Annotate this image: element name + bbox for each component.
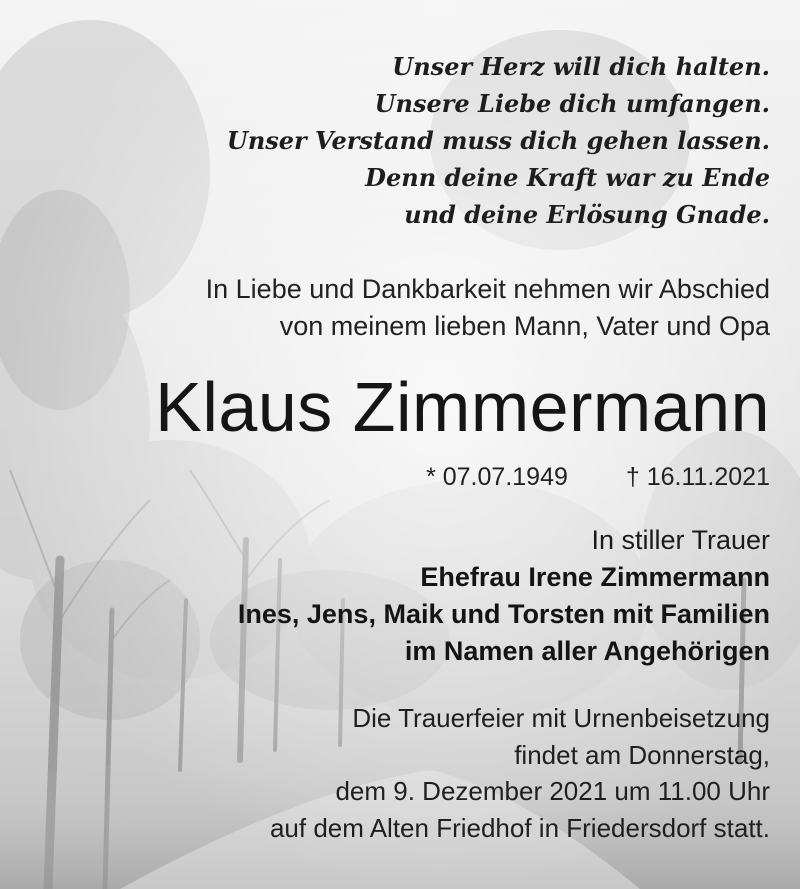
ceremony-line: auf dem Alten Friedhof in Friedersdorf statt.: [269, 812, 770, 843]
mourner-line: im Namen aller Angehörigen: [404, 636, 770, 666]
poem-line: und deine Erlösung Gnade.: [404, 200, 770, 229]
intro-line: von meinem lieben Mann, Vater und Opa: [279, 311, 770, 341]
mourners-block: [238, 522, 770, 670]
ceremony-line: findet am Donnerstag,: [514, 739, 770, 770]
farewell-intro: [206, 271, 770, 345]
life-dates: [426, 459, 770, 495]
mourning-heading: In stiller Trauer: [591, 525, 770, 555]
mourner-line: Ines, Jens, Maik und Torsten mit Familien: [237, 599, 770, 629]
memorial-poem: [227, 48, 770, 233]
ceremony-line: Die Trauerfeier mit Urnenbeisetzung: [352, 703, 770, 733]
poem-line: Unser Herz will dich halten.: [392, 52, 770, 81]
intro-line: In Liebe und Dankbarkeit nehmen wir Abschied: [205, 274, 770, 304]
poem-line: Denn deine Kraft war zu Ende: [365, 163, 770, 192]
ceremony-line: dem 9. Dezember 2021 um 11.00 Uhr: [335, 776, 770, 806]
deceased-name: Klaus Zimmermann: [155, 368, 770, 446]
birth-date: * 07.07.1949: [426, 463, 568, 491]
poem-line: Unsere Liebe dich umfangen.: [374, 89, 770, 118]
funeral-details: [270, 700, 770, 846]
death-date: † 16.11.2021: [625, 463, 770, 491]
poem-line: Unser Verstand muss dich gehen lassen.: [226, 126, 770, 155]
mourner-line: Ehefrau Irene Zimmermann: [420, 562, 770, 592]
